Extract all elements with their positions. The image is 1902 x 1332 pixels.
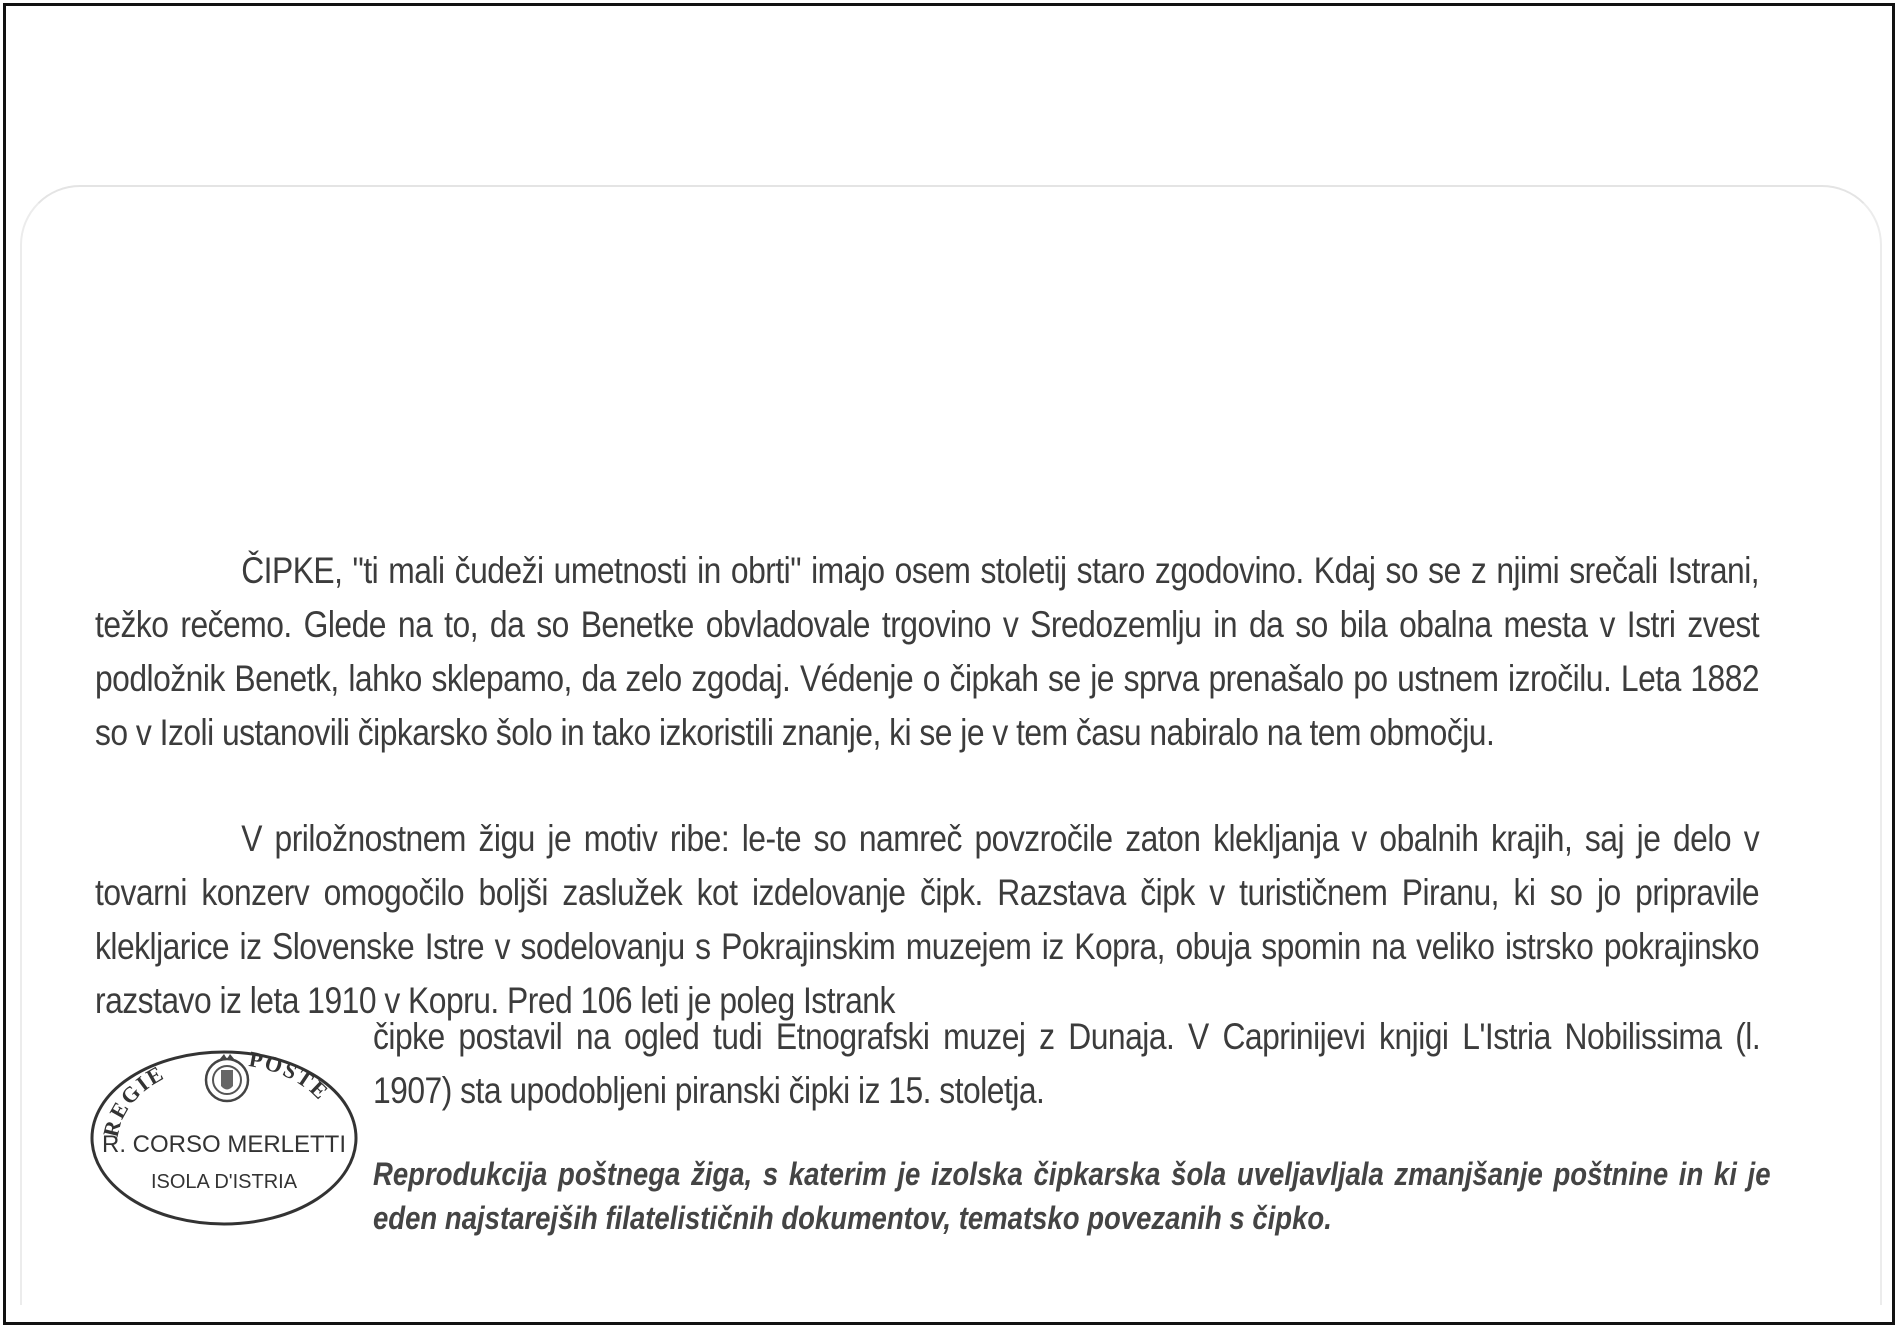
svg-text:POSTE <box>247 1048 334 1105</box>
svg-text:REGIE <box>98 1060 169 1139</box>
stamp-line-2: ISOLA D'ISTRIA <box>150 1171 298 1193</box>
paragraph-history: ČIPKE, "ti mali čudeži umetnosti in obrti" imajo osem stoletij staro zgodovino. Kdaj so se z njimi srečali Istrani, težko rečemo. Glede na to, da so Benetke obvladovale trgovino v Sredozemlju in da so bila obalna mesta v Istri zvest podložnik Benetk, lahko sklepamo, da zelo zgodaj. Védenje o čipkah se je sprva prenašalo po ustnem izročilu. Leta 1882 so v Izoli ustanovili čipkarsko šolo in tako izkoristili znanje, ki se je v tem času nabiralo na tem območju. <box>95 550 1760 753</box>
stamp-caption: Reprodukcija poštnega žiga, s katerim je izolska čipkarska šola uveljavljala zmanjšanje poštnine in ki je eden najstarejših filatelističnih dokumentov, tematsko povezanih s čipko. <box>373 1156 1771 1236</box>
coat-of-arms-icon <box>206 1054 248 1101</box>
paragraph-fish-motif: V priložnostnem žigu je motiv ribe: le-te so namreč povzročile zaton klekljanja v obalnih krajih, saj je delo v tovarni konzerv omogočilo boljši zaslužek kot izdelovanje čipk. Razstava čipk v turističnem Piranu, ki so jo pripravile klekljarice iz Slovenske Istre v sodelovanju s Pokrajinskim muzejem iz Kopra, obuja spomin na veliko istrsko pokrajinsko razstavo iz leta 1910 v Kopru. Pred 106 leti je poleg Istrank <box>95 818 1760 1021</box>
stamp-arc-right: POSTE <box>247 1048 335 1106</box>
paragraph-fish-motif-continued: čipke postavil na ogled tudi Etnografski muzej z Dunaja. V Caprinijevi knjigi L'Istria Nobilissima (l. 1907) sta upodobljeni piranski čipki iz 15. stoletja. <box>373 1016 1761 1111</box>
stamp-line-1: R. CORSO MERLETTI <box>101 1131 347 1158</box>
postmark-stamp <box>88 1048 360 1228</box>
stamp-arc-left: REGIE <box>97 1059 169 1140</box>
